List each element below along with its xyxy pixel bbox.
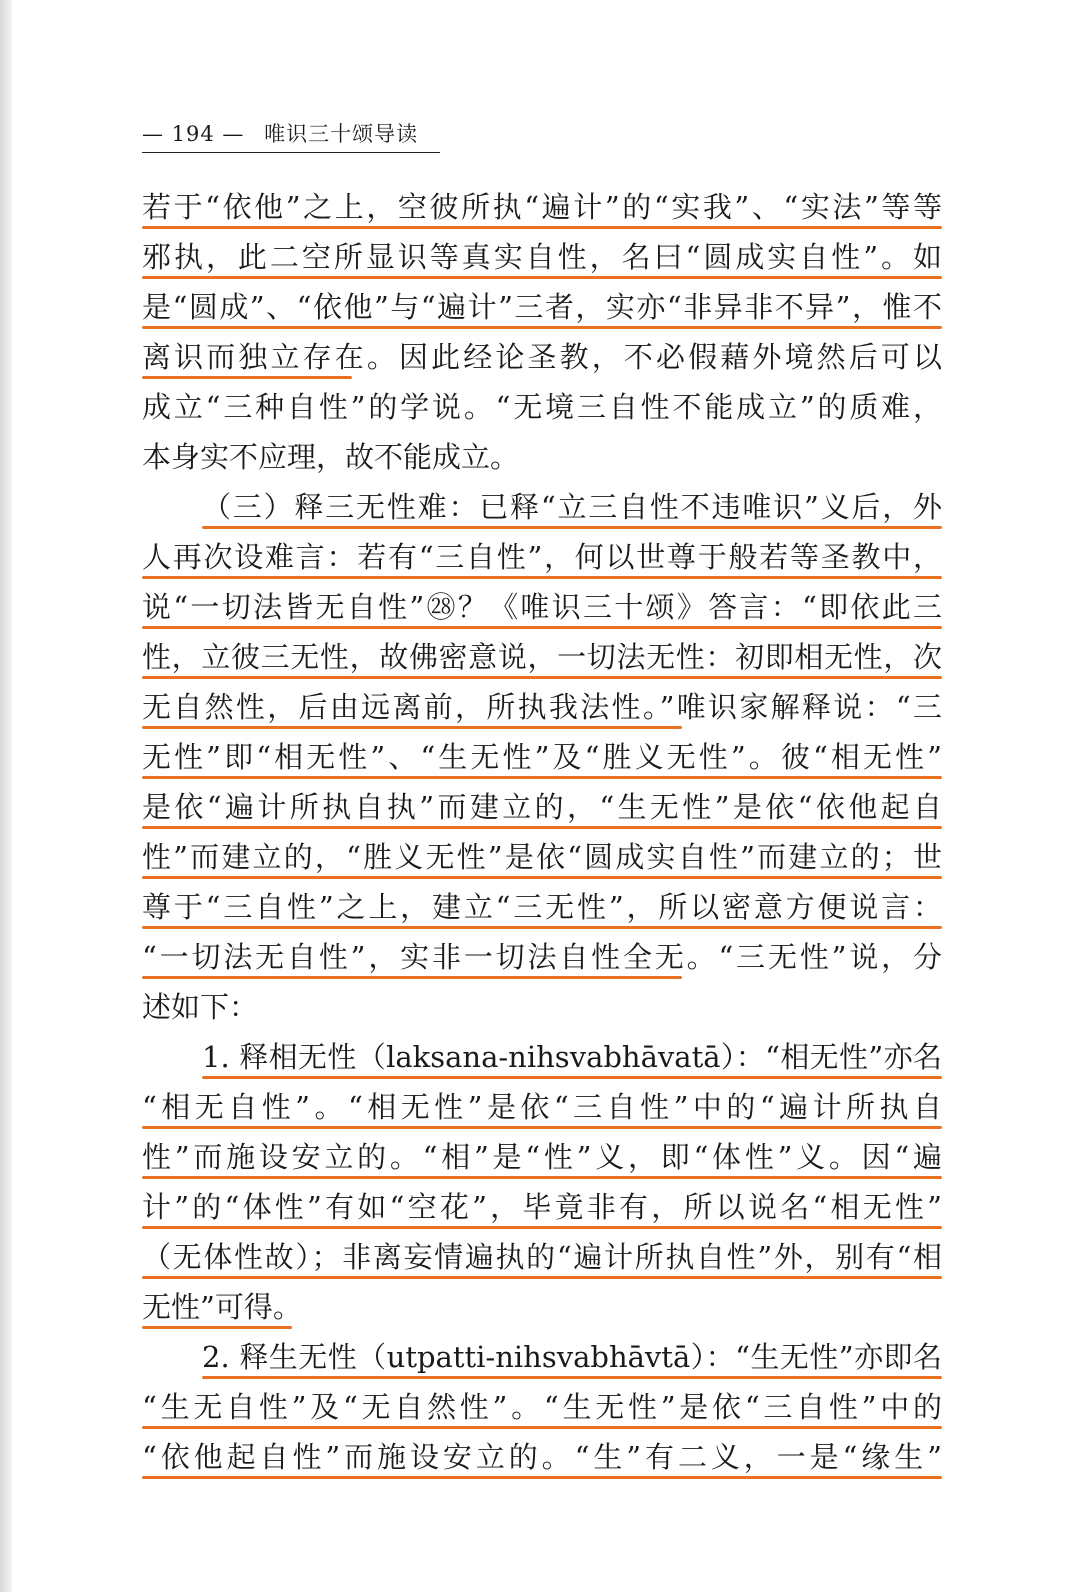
text-line: 计”的“体性”有如“空花”，毕竟非有，所以说名“相无性”: [142, 1182, 942, 1232]
text-line: “一切法无自性”，实非一切法自性全无。“三无性”说，分: [142, 932, 942, 982]
text-line: 2. 释生无性（utpatti-nihsvabhāvtā）：“生无性”亦即名: [142, 1332, 942, 1382]
text-line: 性”而施设安立的。“相”是“性”义，即“体性”义。因“遍: [142, 1132, 942, 1182]
text-line: 性”而建立的，“胜义无性”是依“圆成实自性”而建立的；世: [142, 832, 942, 882]
page-edge-shadow: [0, 0, 12, 1592]
text-line: 说“一切法皆无自性”㉘？《唯识三十颂》答言：“即依此三: [142, 582, 942, 632]
text-line: 性，立彼三无性，故佛密意说，一切法无性：初即相无性，次: [142, 632, 942, 682]
text-line: 成立“三种自性”的学说。“无境三自性不能成立”的质难，: [142, 390, 942, 424]
text-line: 本身实不应理，故不能成立。: [142, 440, 520, 474]
page-number: — 194 —: [142, 122, 245, 146]
text-line: “依他起自性”而施设安立的。“生”有二义，一是“缘生”: [142, 1432, 942, 1482]
text-line: 述如下：: [142, 990, 259, 1024]
text-line: 是“圆成”、“依他”与“遍计”三者，实亦“非异非不异”，惟不: [142, 282, 942, 332]
text-line: 是依“遍计所执自执”而建立的，“生无性”是依“依他起自: [142, 782, 942, 832]
text-line: （无体性故）；非离妄情遍执的“遍计所执自性”外，别有“相: [142, 1232, 942, 1282]
text-line: 若于“依他”之上，空彼所执“遍计”的“实我”、“实法”等等: [142, 182, 942, 232]
text-line: 1. 释相无性（laksana-nihsvabhāvatā）：“相无性”亦名: [142, 1032, 942, 1082]
text-line: 尊于“三自性”之上，建立“三无性”，所以密意方便说言：: [142, 882, 942, 932]
text-line: （三）释三无性难：已释“立三自性不违唯识”义后，外: [142, 482, 942, 532]
body-text: [142, 182, 942, 1482]
text-line: 无自然性，后由远离前，所执我法性。”唯识家解释说：“三: [142, 682, 942, 732]
text-line: 离识而独立存在。因此经论圣教，不必假藉外境然后可以: [142, 332, 942, 382]
text-line: “相无自性”。“相无性”是依“三自性”中的“遍计所执自: [142, 1082, 942, 1132]
text-line: 人再次设难言：若有“三自性”，何以世尊于般若等圣教中，: [142, 532, 942, 582]
text-line: “生无自性”及“无自然性”。“生无性”是依“三自性”中的: [142, 1382, 942, 1432]
book-title: 唯识三十颂导读: [264, 122, 419, 146]
text-line: 邪执，此二空所显识等真实自性，名曰“圆成实自性”。如: [142, 232, 942, 282]
text-line: 无性”即“相无性”、“生无性”及“胜义无性”。彼“相无性”: [142, 732, 942, 782]
text-line: 无性”可得。: [142, 1282, 942, 1332]
running-header: [142, 118, 440, 153]
